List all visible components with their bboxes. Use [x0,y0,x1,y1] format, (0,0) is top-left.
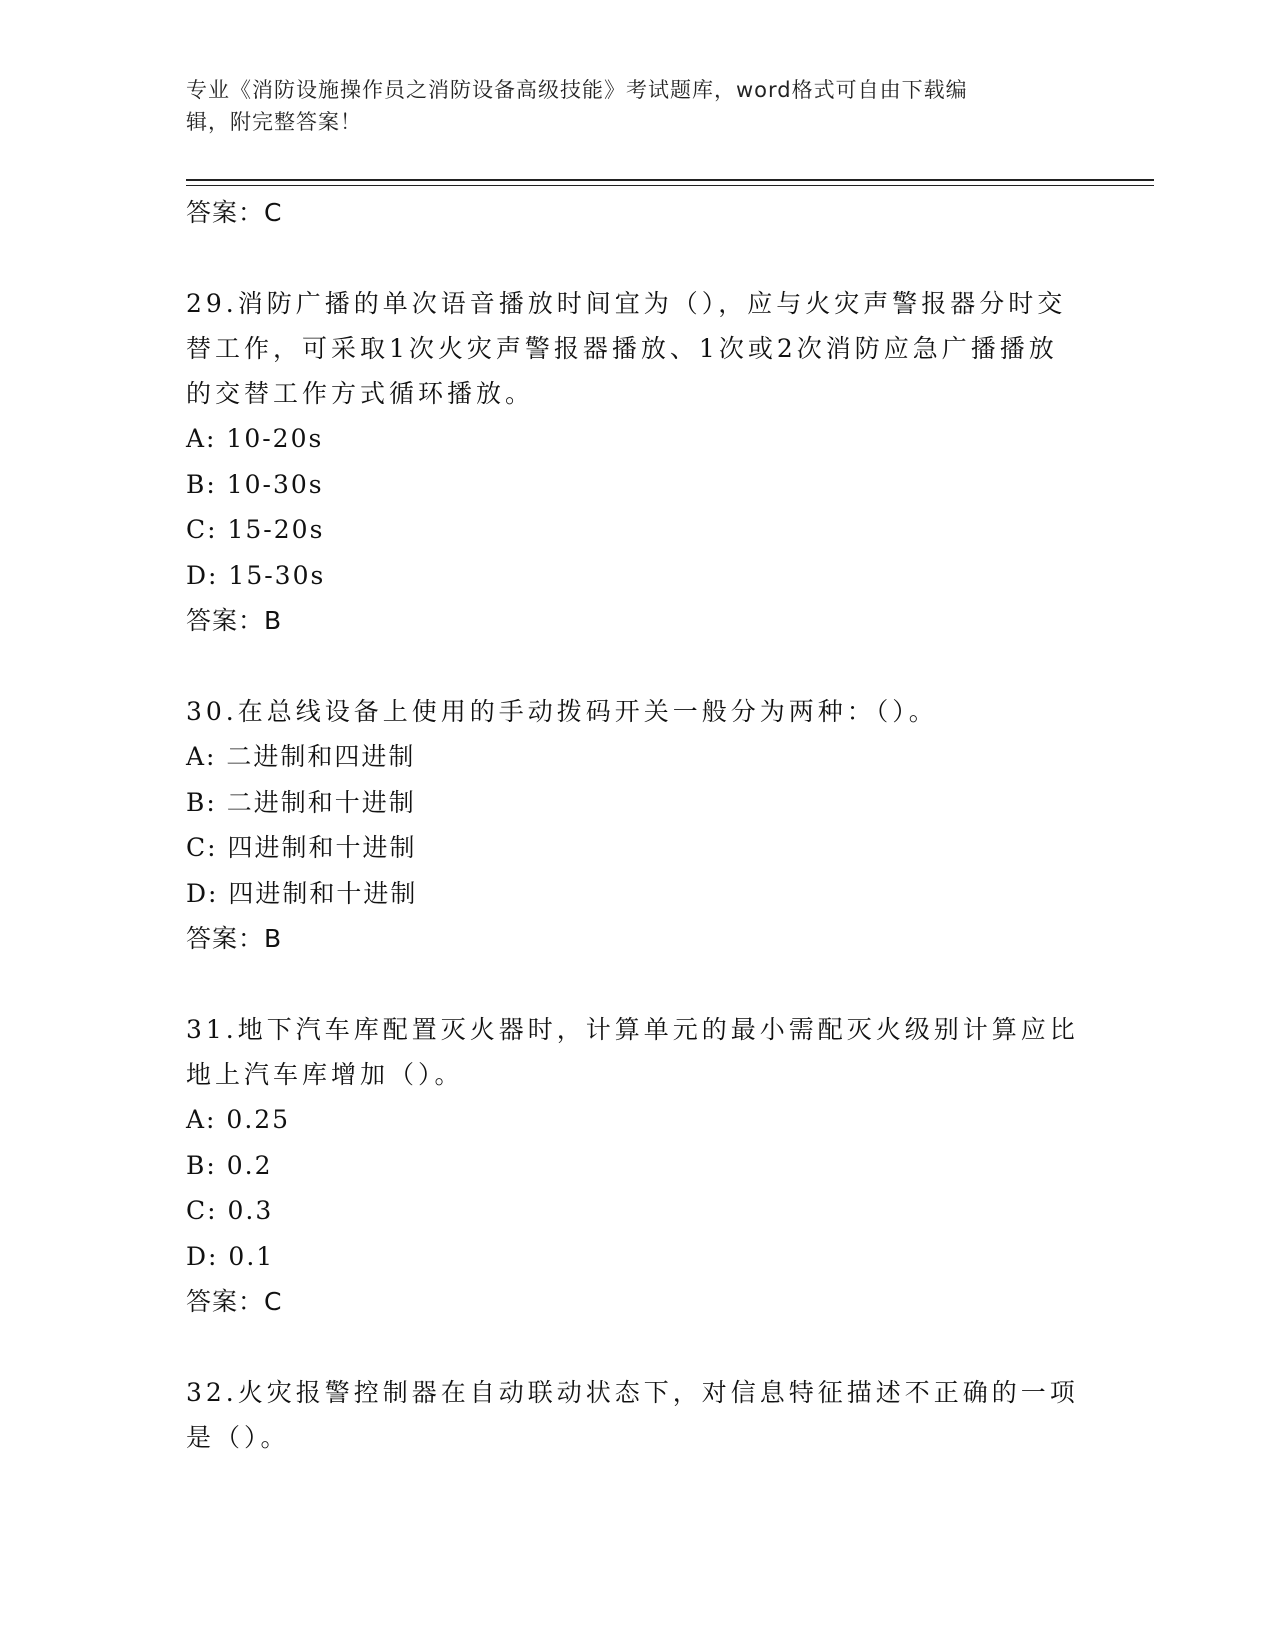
header-line-1: 专业《消防设施操作员之消防设备高级技能》考试题库，word格式可自由下载编 [186,78,968,102]
option-c: C: 15-20s [186,515,325,544]
option-c: C: 四进制和十进制 [186,833,417,862]
answer-line: 答案：B [186,606,283,635]
option-a: A: 二进制和四进制 [186,742,416,771]
question-30 [186,689,1086,961]
question-text-line: 是（）。 [186,1423,290,1452]
question-31 [186,1007,1086,1324]
header-line-2: 辑，附完整答案！ [186,110,362,134]
answer-line: 答案：B [186,924,283,953]
option-c: C: 0.3 [186,1196,274,1225]
header-divider-thick [186,179,1154,181]
option-b: B: 二进制和十进制 [186,787,416,817]
option-a: A: 10-20s [186,424,324,453]
question-text-line: 29.消防广播的单次语音播放时间宜为（），应与火灾声警报器分时交 [186,289,1067,318]
question-32 [186,1370,1086,1460]
answer-line: 答案：C [186,1287,283,1316]
question-text-line: 30.在总线设备上使用的手动拨码开关一般分为两种：（）。 [186,697,938,726]
question-text-line: 32.火灾报警控制器在自动联动状态下，对信息特征描述不正确的一项 [186,1378,1079,1407]
question-text-line: 的交替工作方式循环播放。 [186,379,535,408]
option-d: D: 四进制和十进制 [186,878,418,908]
option-a: A: 0.25 [186,1105,291,1134]
question-text-line: 替工作，可采取1次火灾声警报器播放、1次或2次消防应急广播播放 [186,334,1058,363]
option-b: B: 0.2 [186,1150,273,1180]
question-text-line: 地上汽车库增加（）。 [186,1060,464,1089]
header-divider-thin [186,185,1154,186]
document-header [186,74,1076,138]
option-d: D: 0.1 [186,1241,275,1271]
option-d: D: 15-30s [186,560,326,590]
question-29 [186,281,1086,643]
question-list [186,190,1086,1460]
option-b: B: 10-30s [186,469,324,499]
question-text-line: 31.地下汽车库配置灭火器时，计算单元的最小需配灭火级别计算应比 [186,1015,1079,1044]
previous-answer: 答案：C [186,198,283,227]
